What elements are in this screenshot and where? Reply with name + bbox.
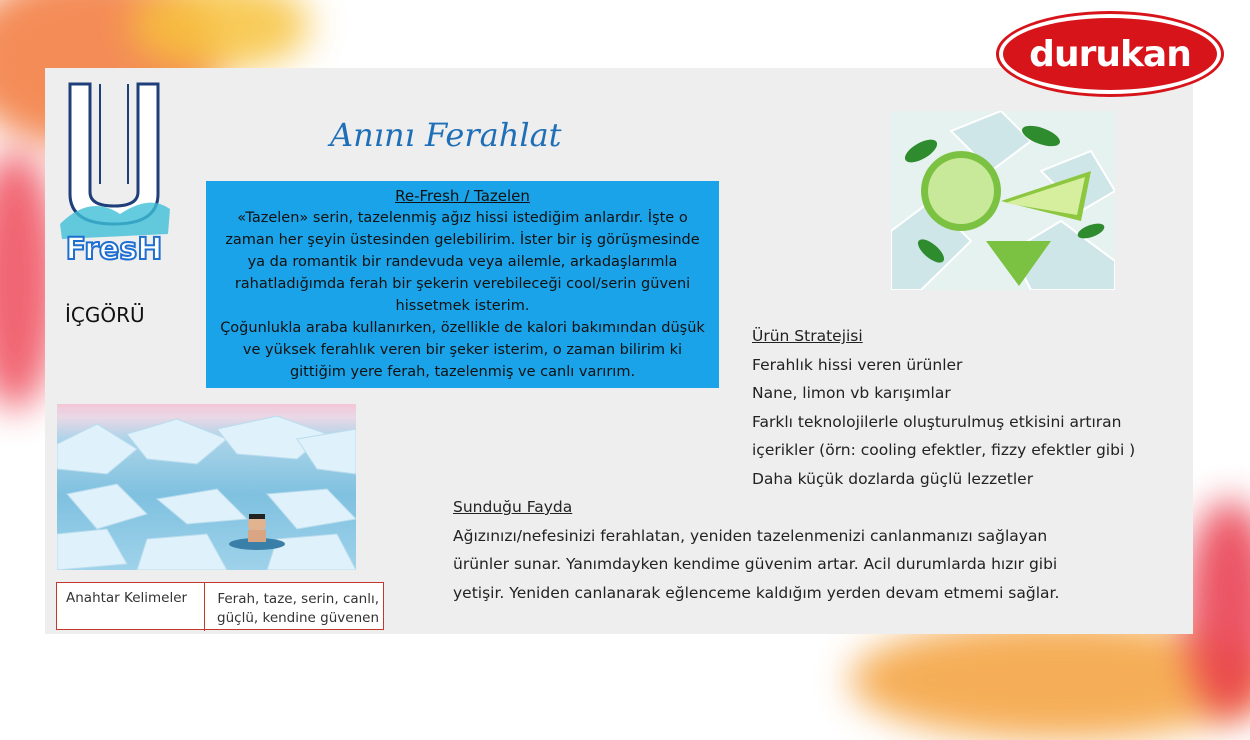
benefit-line: ürünler sunar. Yanımdayken kendime güvenim artar. Acil durumlarda hızır gibi (453, 555, 1058, 573)
brand-logo: durukan (1003, 18, 1217, 90)
strategy-heading: Ürün Stratejisi (752, 327, 863, 345)
benefit-line: yetişir. Yeniden canlanarak eğlenceme kaldığım yerden devam etmemi sağlar. (453, 583, 1060, 602)
ice-swimmer-image (57, 404, 356, 570)
insight-line: rahatladığımda ferah bir şekerin verebileceği cool/serin güveni (234, 276, 691, 292)
keywords-line: güçlü, kendine güvenen (217, 610, 379, 626)
strategy-item: Ferahlık hissi veren ürünler (752, 355, 963, 374)
strategy-item: Farklı teknolojilerle oluşturulmuş etkisini artıran (752, 412, 1122, 431)
benefit-heading: Sunduğu Fayda (453, 498, 573, 516)
insight-box (206, 181, 719, 388)
section-label: İÇGÖRÜ (65, 303, 145, 327)
strategy-item: Nane, limon vb karışımlar (752, 384, 951, 402)
strategy-item: Daha küçük dozlarda güçlü lezzetler (752, 469, 1034, 488)
keywords-label: Anahtar Kelimeler (66, 590, 188, 606)
keywords-values (199, 590, 379, 628)
benefit-section (453, 493, 1093, 607)
product-strategy (752, 322, 1135, 493)
fresh-logo-text: FresH (65, 232, 163, 267)
keywords-box (56, 582, 384, 630)
fresh-product-logo (50, 74, 178, 269)
insight-line: ya da romantik bir randevuda veya ailemle, arkadaşlarımla (247, 254, 678, 270)
insight-line: hissetmek isterim. (395, 298, 530, 314)
insight-line: gittiğim yere ferah, tazelenmiş ve canlı varırım. (289, 364, 636, 380)
strategy-item: içerikler (örn: cooling efektler, fizzy efektler gibi ) (752, 441, 1136, 459)
insight-line: Çoğunlukla araba kullanırken, özellikle de kalori bakımından düşük (220, 320, 705, 336)
insight-heading: Re-Fresh / Tazelen (395, 187, 530, 205)
insight-line: «Tazelen» serin, tazelenmiş ağız hissi istediğim anlardır. İşte o (237, 210, 688, 226)
benefit-line: Ağızınızı/nefesinizi ferahlatan, yeniden tazelenmenizi canlanmanızı sağlayan (453, 526, 1048, 545)
insight-line: ve yüksek ferahlık veren bir şeker isterim, o zaman bilirim ki (242, 342, 683, 358)
keywords-line: Ferah, taze, serin, canlı, (217, 591, 379, 607)
insight-line: zaman her şeyin üstesinden gelebilirim. İster bir iş görüşmesinde (225, 232, 700, 248)
lime-ice-image (891, 111, 1115, 290)
page-title: Anını Ferahlat (330, 116, 562, 154)
